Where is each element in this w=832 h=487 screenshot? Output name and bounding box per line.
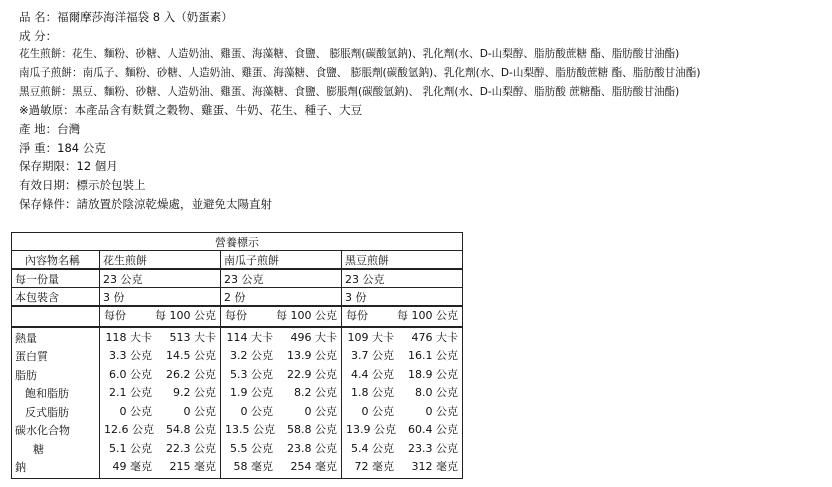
per-100g-value: 8.2 公克 <box>294 386 337 399</box>
per-100g-value: 58.8 公克 <box>287 423 337 436</box>
nutrient-label-sodium: 鈉 <box>15 461 26 474</box>
nutrient-label-carbohydrate: 碳水化合物 <box>15 424 70 437</box>
nutrient-value-row <box>100 366 220 385</box>
nutrient-value-row <box>342 440 462 459</box>
nutrient-value-row <box>221 366 341 385</box>
nutrient-value-row <box>342 347 462 366</box>
per-100g-value: 8.0 公克 <box>415 386 458 399</box>
per-100g-header: 每 100 公克 <box>276 309 337 322</box>
per-100g-value: 26.2 公克 <box>166 367 216 381</box>
net-weight-line: 淨 重：184 公克 <box>19 141 106 155</box>
nutrient-value-row <box>100 329 220 348</box>
per-serving-value: 5.1 公克 <box>109 441 152 455</box>
nutrient-value-row <box>100 440 220 459</box>
serving-size-label: 每一份量 <box>12 269 100 288</box>
serving-size-value: 23 公克 <box>221 269 342 288</box>
servings-value: 3 份 <box>342 288 463 307</box>
per-100g-value: 54.8 公克 <box>166 423 216 436</box>
nutrient-value-row <box>100 458 220 477</box>
nutrient-value-row <box>100 421 220 440</box>
nutrient-value-row <box>100 403 220 422</box>
column-header-row <box>12 306 463 327</box>
nutrient-value-row <box>221 440 341 459</box>
serving-size-row <box>12 269 463 288</box>
product-header-row <box>12 251 463 270</box>
nutrient-value-row <box>221 384 341 403</box>
shelf-life-line: 保存期限：12 個月 <box>19 159 118 173</box>
product-peanut: 花生煎餅 <box>100 251 221 270</box>
per-serving-value: 1.8 公克 <box>351 386 394 399</box>
per-100g-value: 496 大卡 <box>290 330 337 344</box>
nutrient-label-fat: 脂肪 <box>15 368 37 382</box>
serving-size-value: 23 公克 <box>100 269 221 288</box>
expiry-line: 有效日期：標示於包裝上 <box>19 178 146 192</box>
per-100g-value: 14.5 公克 <box>166 349 216 362</box>
nutrition-title-row <box>12 233 463 251</box>
nutrient-value-row <box>342 458 462 477</box>
per-100g-value: 9.2 公克 <box>173 386 216 399</box>
per-serving-value: 5.4 公克 <box>351 441 394 455</box>
per-serving-value: 3.7 公克 <box>351 349 394 362</box>
per-serving-value: 118 大卡 <box>105 330 152 344</box>
per-100g-value: 254 毫克 <box>290 460 337 473</box>
column-headers-blackbean <box>342 306 463 327</box>
per-serving-header: 每份 <box>346 309 368 322</box>
per-serving-value: 13.9 公克 <box>346 423 396 436</box>
per-100g-value: 18.9 公克 <box>408 367 458 381</box>
per-serving-value: 1.9 公克 <box>230 386 273 399</box>
per-serving-header: 每份 <box>225 309 247 322</box>
nutrient-value-row <box>221 421 341 440</box>
nutrient-value-row <box>221 458 341 477</box>
nutrient-label-protein: 蛋白質 <box>15 350 48 363</box>
ingredient-line-blackbean: 黑豆煎餅：黑豆、麵粉、砂糖、人造奶油、雞蛋、海藻糖、食鹽、膨脹劑(碳酸氫鈉)、 乳化劑(水、D-山梨醇、脂肪酸 蔗糖酯、脂肪酸甘油酯) <box>19 86 680 98</box>
per-100g-header: 每 100 公克 <box>155 309 216 322</box>
nutrient-value-row <box>342 366 462 385</box>
per-serving-value: 0 公克 <box>240 404 273 418</box>
nutrient-label-saturated-fat: 飽和脂肪 <box>25 387 69 400</box>
blank-header-cell <box>12 306 100 327</box>
per-100g-value: 23.8 公克 <box>287 441 337 455</box>
nutrient-value-row <box>100 384 220 403</box>
per-100g-value: 0 公克 <box>304 404 337 418</box>
per-serving-value: 13.5 公克 <box>225 423 275 436</box>
per-100g-value: 0 公克 <box>183 404 216 418</box>
per-100g-value: 513 大卡 <box>169 330 216 344</box>
nutrient-value-row <box>221 347 341 366</box>
per-serving-value: 12.6 公克 <box>104 423 154 436</box>
per-serving-value: 49 毫克 <box>112 460 152 473</box>
origin-line: 產 地：台灣 <box>19 122 81 136</box>
ingredient-line-peanut: 花生煎餅：花生、麵粉、砂糖、人造奶油、雞蛋、海藻糖、食鹽、 膨脹劑(碳酸氫鈉)、乳化劑(水、D-山梨醇、脂肪酸蔗糖 酯、脂肪酸甘油酯) <box>19 48 680 60</box>
nutrient-values-peanut <box>100 327 221 479</box>
per-100g-header: 每 100 公克 <box>397 309 458 322</box>
per-serving-value: 0 公克 <box>361 404 394 418</box>
nutrient-values-row <box>12 327 463 479</box>
per-serving-value: 3.3 公克 <box>109 349 152 362</box>
per-100g-value: 22.9 公克 <box>287 367 337 381</box>
per-serving-value: 4.4 公克 <box>351 367 394 381</box>
per-serving-value: 5.3 公克 <box>230 367 273 381</box>
nutrient-value-row <box>221 403 341 422</box>
servings-row <box>12 288 463 307</box>
ingredient-line-pumpkin: 南瓜子煎餅：南瓜子、麵粉、砂糖、人造奶油、雞蛋、海藻糖、食鹽、 膨脹劑(碳酸氫鈉)、乳化劑(水、D-山梨醇、脂肪酸蔗糖 酯、脂肪酸甘油酯) <box>19 67 701 79</box>
nutrition-table <box>11 232 463 479</box>
per-serving-value: 5.5 公克 <box>230 441 273 455</box>
nutrient-value-row <box>100 347 220 366</box>
serving-size-value: 23 公克 <box>342 269 463 288</box>
nutrient-values-pumpkin <box>221 327 342 479</box>
product-blackbean: 黑豆煎餅 <box>342 251 463 270</box>
nutrient-label-trans-fat: 反式脂肪 <box>25 405 69 419</box>
per-serving-header: 每份 <box>104 309 126 322</box>
per-serving-value: 2.1 公克 <box>109 386 152 399</box>
per-100g-value: 215 毫克 <box>169 460 216 473</box>
per-100g-value: 23.3 公克 <box>408 441 458 455</box>
servings-value: 2 份 <box>221 288 342 307</box>
allergen-line: ※過敏原：本產品含有麩質之穀物、雞蛋、牛奶、花生、種子、大豆 <box>19 103 363 117</box>
nutrient-labels-cell <box>12 327 100 479</box>
nutrient-value-row <box>342 384 462 403</box>
nutrient-label-sugar: 糖 <box>33 442 44 456</box>
per-serving-value: 6.0 公克 <box>109 367 152 381</box>
product-name: 品 名：福爾摩莎海洋福袋 8 入（奶蛋素） <box>19 10 233 24</box>
per-serving-value: 3.2 公克 <box>230 349 273 362</box>
nutrient-value-row <box>221 329 341 348</box>
column-headers-pumpkin <box>221 306 342 327</box>
servings-label: 本包裝含 <box>12 288 100 307</box>
per-100g-value: 476 大卡 <box>411 330 458 344</box>
ingredients-title: 成 分： <box>19 29 58 43</box>
per-100g-value: 22.3 公克 <box>166 441 216 455</box>
nutrient-value-row <box>342 403 462 422</box>
per-serving-value: 72 毫克 <box>354 460 394 473</box>
nutrition-title: 營養標示 <box>12 233 463 251</box>
per-serving-value: 0 公克 <box>119 404 152 418</box>
per-100g-value: 60.4 公克 <box>408 423 458 436</box>
per-100g-value: 13.9 公克 <box>287 349 337 362</box>
nutrient-value-row <box>342 421 462 440</box>
per-serving-value: 114 大卡 <box>226 330 273 344</box>
product-pumpkin: 南瓜子煎餅 <box>221 251 342 270</box>
per-100g-value: 16.1 公克 <box>408 349 458 362</box>
nutrient-values-blackbean <box>342 327 463 479</box>
per-100g-value: 312 毫克 <box>411 460 458 473</box>
nutrient-value-row <box>342 329 462 348</box>
per-serving-value: 58 毫克 <box>233 460 273 473</box>
column-headers-peanut <box>100 306 221 327</box>
per-serving-value: 109 大卡 <box>347 330 394 344</box>
servings-value: 3 份 <box>100 288 221 307</box>
per-100g-value: 0 公克 <box>425 404 458 418</box>
item-header: 內容物名稱 <box>12 251 100 270</box>
storage-line: 保存條件：請放置於陰涼乾燥處，並避免太陽直射 <box>19 197 272 211</box>
nutrient-label-energy: 熱量 <box>15 331 37 345</box>
